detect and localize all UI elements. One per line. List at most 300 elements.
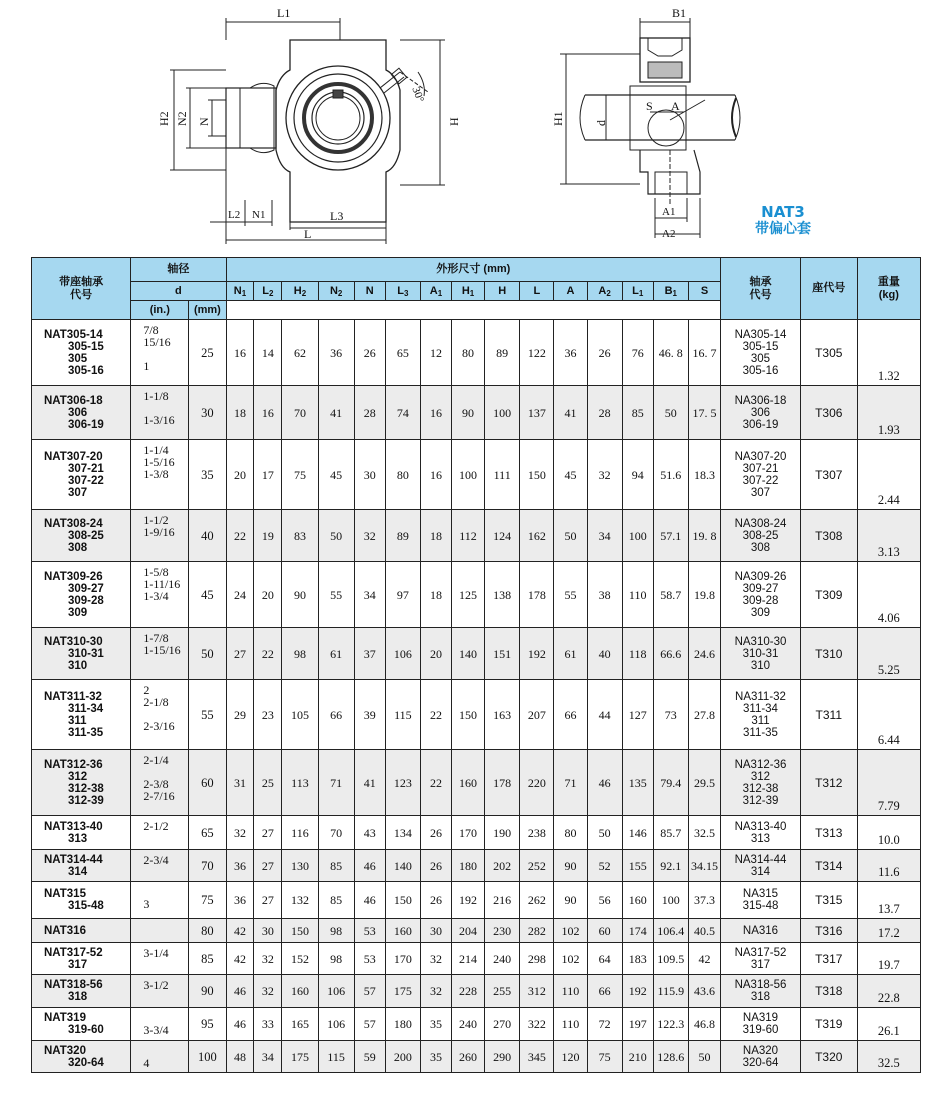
dimension-value: 122.3	[653, 1008, 688, 1041]
seat-code: T307	[800, 440, 857, 510]
bearing-code: 307	[750, 486, 771, 499]
dimension-value: 17. 5	[688, 386, 720, 440]
dimension-value: 322	[520, 1008, 554, 1041]
shaft-inch: 1-1/4	[143, 443, 169, 457]
bearing-code: 306-19	[742, 418, 779, 431]
dimension-value: 66	[318, 680, 354, 750]
unit-code: 307-22	[68, 474, 104, 487]
weight-value: 6.44	[857, 680, 920, 750]
bearing-code: 314	[750, 865, 771, 878]
table-row	[32, 919, 921, 943]
shaft-inch	[143, 348, 188, 360]
table-row	[32, 975, 921, 1008]
dim-label-angle: 30°	[409, 85, 427, 104]
dimension-value: 160	[282, 975, 318, 1008]
dimension-value: 238	[520, 816, 554, 850]
dimension-value: 290	[485, 1041, 520, 1073]
unit-code: 311-35	[68, 726, 104, 739]
unit-code-cell	[32, 510, 131, 562]
unit-code: 308-25	[68, 529, 104, 542]
dimension-value: 46.8	[688, 1008, 720, 1041]
dimension-value: 106	[318, 975, 354, 1008]
dimension-value: 57	[354, 975, 385, 1008]
bearing-code: 305	[750, 352, 771, 365]
bearing-code-cell	[721, 975, 801, 1008]
unit-code: NAT307-20	[44, 450, 103, 463]
seat-code: T317	[800, 943, 857, 975]
unit-code: NAT308-24	[44, 517, 103, 530]
dimension-value: 22	[226, 510, 254, 562]
dimension-value: 46	[226, 975, 254, 1008]
bearing-code: 305-16	[742, 364, 779, 377]
bearing-code: NA320	[742, 1044, 779, 1057]
dimension-value: 22	[420, 680, 451, 750]
dimension-value: 66.6	[653, 628, 688, 680]
unit-code: NAT314-44	[44, 853, 103, 866]
dimension-value: 26	[420, 816, 451, 850]
dimension-value: 160	[451, 750, 484, 816]
dimension-value: 75	[282, 440, 318, 510]
dimension-value: 64	[587, 943, 622, 975]
unit-code-cell	[32, 975, 131, 1008]
unit-code: 306	[68, 406, 88, 419]
shaft-inch-cell	[131, 750, 189, 816]
bearing-code: 309-28	[742, 594, 779, 607]
dimension-value: 85	[318, 850, 354, 882]
dimension-value: 150	[282, 919, 318, 943]
bearing-code: 308-25	[742, 529, 779, 542]
bearing-code-cell	[721, 750, 801, 816]
spec-table	[31, 257, 921, 1073]
bearing-code-cell	[721, 1041, 801, 1073]
dimension-value: 100	[622, 510, 653, 562]
dimension-value: 138	[485, 562, 520, 628]
dimension-value: 89	[385, 510, 420, 562]
bearing-code: NA305-14	[734, 328, 787, 341]
dimension-value: 79.4	[653, 750, 688, 816]
dimension-value: 100	[485, 386, 520, 440]
dimension-value: 110	[554, 1008, 587, 1041]
shaft-mm: 80	[189, 919, 226, 943]
bearing-code: NA318-56	[734, 979, 787, 991]
dimension-value: 71	[318, 750, 354, 816]
dim-label-n1: N1	[252, 209, 266, 221]
dimension-value: 20	[226, 440, 254, 510]
dimension-value: 27	[254, 816, 282, 850]
unit-code: NAT309-26	[44, 570, 103, 583]
dimension-value: 29	[226, 680, 254, 750]
dimension-value: 178	[520, 562, 554, 628]
dimension-value: 28	[354, 386, 385, 440]
seat-code: T315	[800, 882, 857, 919]
bearing-code-cell	[721, 1008, 801, 1041]
unit-code-cell	[32, 562, 131, 628]
unit-code: 305-16	[68, 364, 104, 377]
dimension-value: 98	[318, 919, 354, 943]
dimension-value: 115.9	[653, 975, 688, 1008]
unit-code: 309-28	[68, 594, 104, 607]
shaft-inch-cell	[131, 919, 189, 943]
dimension-value: 255	[485, 975, 520, 1008]
dimension-value: 57.1	[653, 510, 688, 562]
dimension-value: 66	[587, 975, 622, 1008]
table-row	[32, 510, 921, 562]
dimension-value: 178	[485, 750, 520, 816]
dimension-value: 17	[254, 440, 282, 510]
dimension-value: 216	[485, 882, 520, 919]
dimension-value: 80	[554, 816, 587, 850]
bearing-code-cell	[721, 680, 801, 750]
bearing-code: NA308-24	[734, 517, 787, 530]
bearing-code-cell	[721, 386, 801, 440]
unit-code-cell	[32, 1041, 131, 1073]
dimension-value: 252	[520, 850, 554, 882]
dimension-value: 60	[587, 919, 622, 943]
shaft-inch-cell	[131, 975, 189, 1008]
shaft-inch: 2-3/4	[143, 853, 169, 867]
dimension-value: 160	[622, 882, 653, 919]
dimension-value: 32	[420, 975, 451, 1008]
dimension-value: 260	[451, 1041, 484, 1073]
seat-code: T305	[800, 320, 857, 386]
unit-code: 308	[68, 541, 88, 554]
dimension-value: 240	[451, 1008, 484, 1041]
bearing-code: 308	[750, 541, 771, 554]
dimension-value: 152	[282, 943, 318, 975]
seat-code: T311	[800, 680, 857, 750]
dimension-value: 110	[622, 562, 653, 628]
shaft-mm: 70	[189, 850, 226, 882]
unit-code-cell	[32, 750, 131, 816]
dimension-value: 31	[226, 750, 254, 816]
dimension-value: 55	[318, 562, 354, 628]
dimension-value: 192	[622, 975, 653, 1008]
shaft-inch: 1-1/8	[143, 389, 169, 403]
dimension-value: 220	[520, 750, 554, 816]
dimension-value: 34.15	[688, 850, 720, 882]
shaft-inch-cell	[131, 440, 189, 510]
dimension-value: 150	[385, 882, 420, 919]
dim-label-n: N	[197, 117, 211, 126]
dimension-value: 62	[282, 320, 318, 386]
shaft-inch: 2-3/8	[143, 777, 169, 791]
unit-code-cell	[32, 386, 131, 440]
dimension-value: 110	[554, 975, 587, 1008]
header-dim-col: $A_1$	[420, 282, 451, 301]
dim-label-h: H	[447, 117, 461, 126]
table-row	[32, 1008, 921, 1041]
dimension-value: 34	[354, 562, 385, 628]
dimension-value: 18	[420, 510, 451, 562]
dimension-value: 207	[520, 680, 554, 750]
dimension-value: 27	[254, 850, 282, 882]
shaft-mm: 30	[189, 386, 226, 440]
dimension-value: 135	[622, 750, 653, 816]
shaft-inch: 7/8	[143, 323, 159, 337]
bearing-code: 309-27	[742, 582, 779, 595]
unit-code: 309-27	[68, 582, 104, 595]
dimension-value: 202	[485, 850, 520, 882]
seat-code: T312	[800, 750, 857, 816]
shaft-inch-cell	[131, 816, 189, 850]
weight-value: 17.2	[857, 919, 920, 943]
header-dim-col: H	[485, 282, 520, 301]
dimension-value: 197	[622, 1008, 653, 1041]
unit-code: NAT305-14	[44, 328, 103, 341]
header-weight: 重量 (kg)	[857, 258, 920, 320]
dimension-value: 25	[254, 750, 282, 816]
dimension-value: 20	[254, 562, 282, 628]
header-dim-col: N	[354, 282, 385, 301]
dimension-value: 16	[226, 320, 254, 386]
dimension-value: 70	[282, 386, 318, 440]
dimension-value: 214	[451, 943, 484, 975]
table-row	[32, 850, 921, 882]
shaft-inch: 1-7/8	[143, 631, 169, 645]
table-row	[32, 320, 921, 386]
dimension-value: 14	[254, 320, 282, 386]
dimension-value: 111	[485, 440, 520, 510]
weight-value: 1.32	[857, 320, 920, 386]
dimension-value: 50	[318, 510, 354, 562]
header-dim-col: L	[520, 282, 554, 301]
seat-code: T320	[800, 1041, 857, 1073]
dimension-value: 46	[226, 1008, 254, 1041]
shaft-mm: 45	[189, 562, 226, 628]
seat-code: T309	[800, 562, 857, 628]
unit-code-cell	[32, 943, 131, 975]
dimension-value: 41	[318, 386, 354, 440]
dimension-value: 127	[622, 680, 653, 750]
weight-value: 26.1	[857, 1008, 920, 1041]
dimension-value: 90	[554, 850, 587, 882]
bearing-code-cell	[721, 943, 801, 975]
weight-value: 32.5	[857, 1041, 920, 1073]
dimension-value: 18	[420, 562, 451, 628]
dimension-value: 125	[451, 562, 484, 628]
header-shaft-mm: (mm)	[189, 301, 226, 320]
dimension-value: 112	[451, 510, 484, 562]
weight-value: 13.7	[857, 882, 920, 919]
dimension-value: 52	[587, 850, 622, 882]
dimension-value: 80	[385, 440, 420, 510]
bearing-code-cell	[721, 816, 801, 850]
dimension-value: 44	[587, 680, 622, 750]
dim-label-l2: L2	[228, 209, 241, 221]
unit-code: 312	[68, 770, 88, 783]
bearing-code: NA311-32	[735, 690, 786, 703]
shaft-mm: 40	[189, 510, 226, 562]
shaft-inch-cell	[131, 680, 189, 750]
dimension-value: 24	[226, 562, 254, 628]
shaft-mm: 50	[189, 628, 226, 680]
unit-code: 318	[68, 991, 88, 1003]
unit-code: 319-60	[68, 1024, 104, 1036]
dimension-value: 83	[282, 510, 318, 562]
header-code: 带座轴承 代号	[32, 258, 131, 320]
shaft-inch-cell	[131, 850, 189, 882]
dimension-value: 102	[554, 943, 587, 975]
series-title	[728, 204, 838, 238]
bearing-code: 319-60	[742, 1024, 779, 1036]
dimension-value: 22	[254, 628, 282, 680]
shaft-inch: 2-1/8	[143, 695, 169, 709]
dimension-value: 26	[354, 320, 385, 386]
bearing-code: 306	[750, 406, 771, 419]
dimension-value: 192	[451, 882, 484, 919]
dimension-value: 345	[520, 1041, 554, 1073]
dimension-value: 19	[254, 510, 282, 562]
shaft-mm: 85	[189, 943, 226, 975]
dimension-value: 106.4	[653, 919, 688, 943]
dimension-value: 73	[653, 680, 688, 750]
bearing-code: NA317-52	[734, 946, 787, 959]
dimension-value: 27	[226, 628, 254, 680]
shaft-inch: 1-5/16	[143, 455, 175, 469]
dimension-value: 32	[254, 943, 282, 975]
dimension-value: 74	[385, 386, 420, 440]
unit-code-cell	[32, 1008, 131, 1041]
shaft-inch	[143, 886, 188, 898]
shaft-inch-cell	[131, 1041, 189, 1073]
dimension-value: 36	[318, 320, 354, 386]
unit-code-cell	[32, 680, 131, 750]
seat-code: T306	[800, 386, 857, 440]
dimension-value: 16	[420, 440, 451, 510]
shaft-mm: 25	[189, 320, 226, 386]
unit-code: 313	[68, 832, 88, 845]
header-dim-col: $H_2$	[282, 282, 318, 301]
dimension-value: 37.3	[688, 882, 720, 919]
table-row	[32, 562, 921, 628]
dimension-value: 61	[318, 628, 354, 680]
dimension-value: 312	[520, 975, 554, 1008]
unit-code: NAT320	[44, 1044, 86, 1057]
weight-value: 1.93	[857, 386, 920, 440]
dimension-value: 98	[282, 628, 318, 680]
dimension-value: 32	[254, 975, 282, 1008]
dimension-value: 61	[554, 628, 587, 680]
dimension-value: 230	[485, 919, 520, 943]
shaft-mm: 95	[189, 1008, 226, 1041]
series-description: 带偏心套	[755, 221, 811, 237]
dimension-value: 30	[354, 440, 385, 510]
dimension-value: 183	[622, 943, 653, 975]
bearing-code-cell	[721, 320, 801, 386]
dimension-value: 150	[520, 440, 554, 510]
dimension-value: 53	[354, 919, 385, 943]
table-row	[32, 816, 921, 850]
dimension-value: 33	[254, 1008, 282, 1041]
shaft-inch-cell	[131, 510, 189, 562]
dimension-value: 18.3	[688, 440, 720, 510]
dimension-value: 174	[622, 919, 653, 943]
header-shaft-d: d	[131, 282, 226, 301]
shaft-inch: 1	[143, 359, 150, 373]
dimension-value: 45	[318, 440, 354, 510]
dimension-value: 90	[554, 882, 587, 919]
shaft-inch: 3-3/4	[143, 1023, 169, 1037]
dimension-value: 192	[520, 628, 554, 680]
bearing-code: 310-31	[742, 647, 779, 660]
shaft-inch-cell	[131, 882, 189, 919]
dimension-value: 46	[354, 850, 385, 882]
dimension-value: 115	[318, 1041, 354, 1073]
header-dim-col: $L_3$	[385, 282, 420, 301]
dimension-value: 26	[420, 850, 451, 882]
shaft-mm: 90	[189, 975, 226, 1008]
dimension-value: 32.5	[688, 816, 720, 850]
dimension-value: 19.8	[688, 562, 720, 628]
dim-label-b1: B1	[672, 6, 687, 20]
dimension-value: 85.7	[653, 816, 688, 850]
header-seat: 座代号	[800, 258, 857, 320]
header-dimensions: 外形尺寸 (mm)	[226, 258, 721, 282]
weight-value: 10.0	[857, 816, 920, 850]
unit-code-cell	[32, 919, 131, 943]
dimension-value: 146	[622, 816, 653, 850]
dimension-value: 162	[520, 510, 554, 562]
dimension-value: 12	[420, 320, 451, 386]
seat-code: T314	[800, 850, 857, 882]
dim-label-h1: H1	[551, 111, 565, 126]
shaft-inch-cell	[131, 943, 189, 975]
seat-code: T308	[800, 510, 857, 562]
bearing-code-cell	[721, 562, 801, 628]
dimension-value: 46	[354, 882, 385, 919]
dimension-value: 37	[354, 628, 385, 680]
bearing-code: NA313-40	[734, 820, 787, 833]
dimension-value: 27.8	[688, 680, 720, 750]
weight-value: 19.7	[857, 943, 920, 975]
bearing-code: NA306-18	[734, 394, 787, 407]
dimension-value: 298	[520, 943, 554, 975]
shaft-inch: 2	[143, 683, 150, 697]
shaft-inch: 4	[143, 1056, 150, 1070]
header-dim-col: $N_1$	[226, 282, 254, 301]
dim-label-d: d	[594, 120, 608, 126]
dimension-value: 120	[554, 1041, 587, 1073]
dimension-value: 46. 8	[653, 320, 688, 386]
shaft-inch-cell	[131, 386, 189, 440]
dimension-value: 32	[587, 440, 622, 510]
dimension-value: 55	[554, 562, 587, 628]
dimension-value: 92.1	[653, 850, 688, 882]
dimension-value: 43	[354, 816, 385, 850]
dimension-value: 65	[385, 320, 420, 386]
unit-code: 312-38	[68, 782, 104, 795]
dimension-value: 151	[485, 628, 520, 680]
dimension-value: 140	[385, 850, 420, 882]
unit-code-cell	[32, 816, 131, 850]
bearing-code: 307-21	[742, 462, 779, 475]
shaft-inch: 15/16	[143, 335, 171, 349]
dimension-value: 90	[451, 386, 484, 440]
dimension-value: 124	[485, 510, 520, 562]
dimension-value: 85	[622, 386, 653, 440]
dimension-value: 170	[385, 943, 420, 975]
dimension-value: 165	[282, 1008, 318, 1041]
dimension-value: 42	[226, 919, 254, 943]
bearing-code: 307-22	[742, 474, 779, 487]
unit-code: 310-31	[68, 647, 104, 660]
dimension-value: 170	[451, 816, 484, 850]
dimension-value: 175	[385, 975, 420, 1008]
unit-code: 315-48	[68, 900, 104, 912]
dimension-value: 262	[520, 882, 554, 919]
unit-code: 312-39	[68, 794, 104, 807]
dimension-value: 80	[451, 320, 484, 386]
